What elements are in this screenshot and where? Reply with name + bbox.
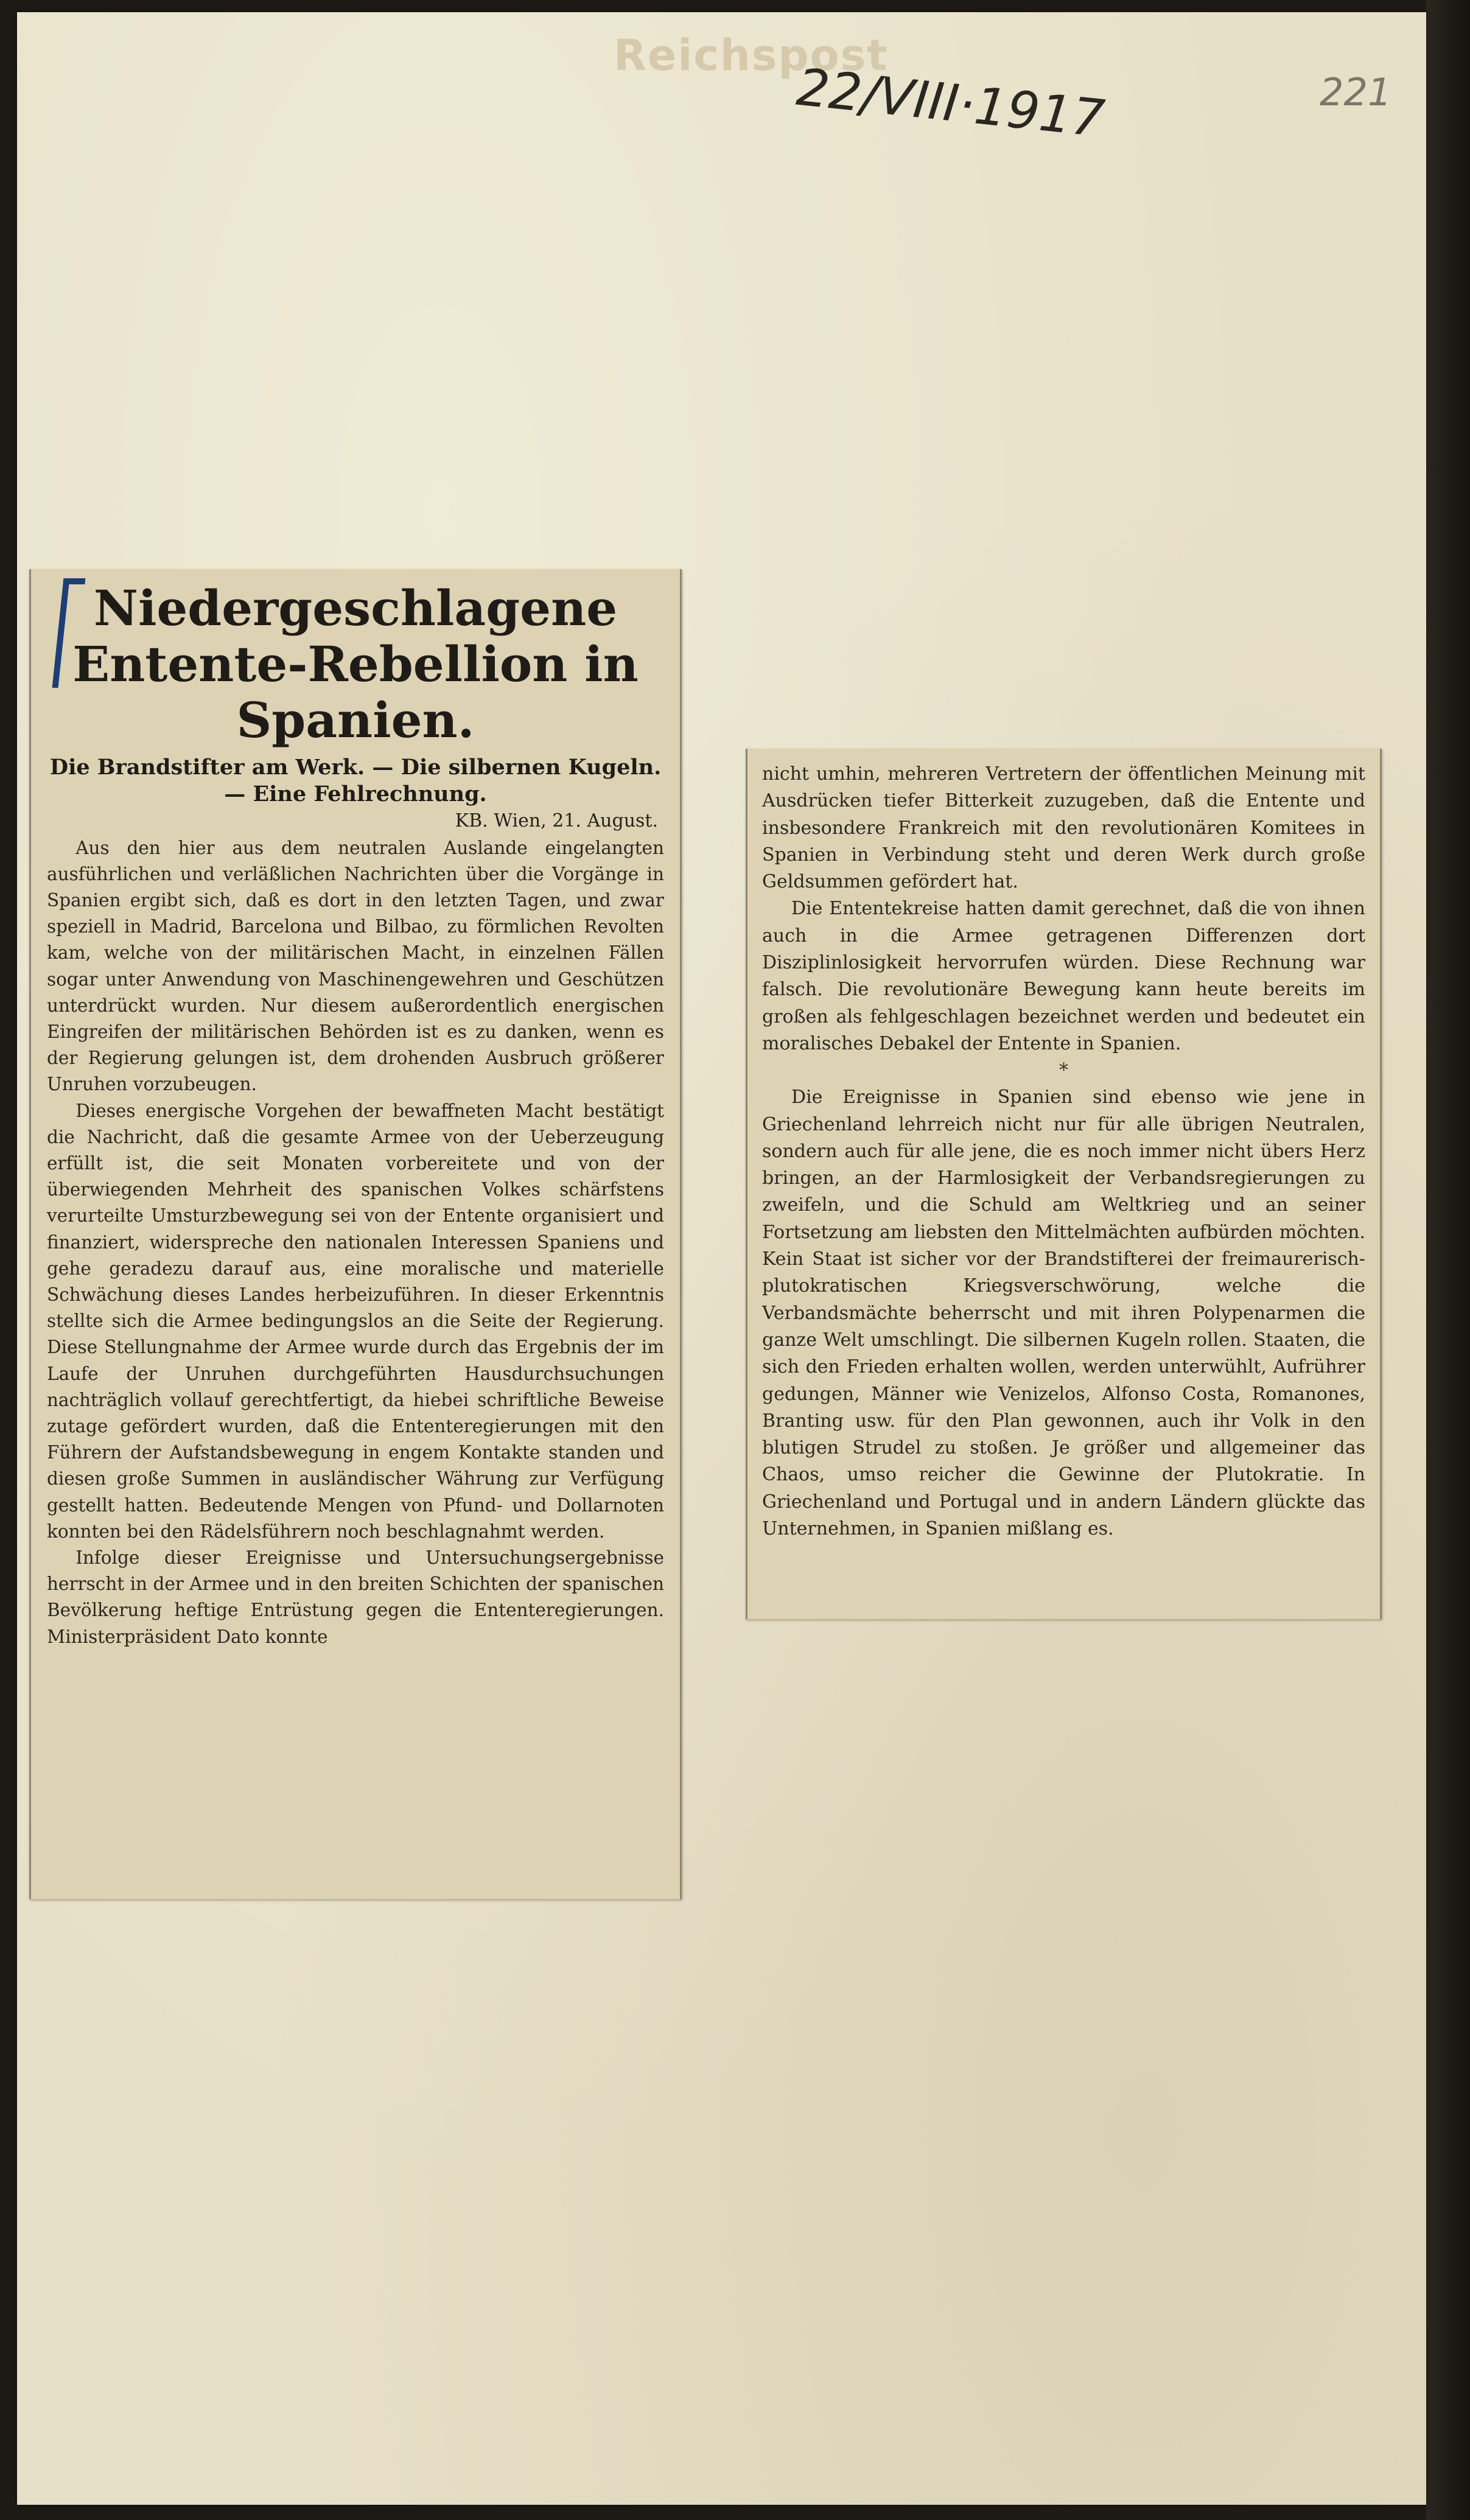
paragraph: nicht umhin, mehreren Vertretern der öffentlichen Meinung mit Ausdrücken tiefer Bitterkeit zuzugeben, daß die Entente und insbesondere Frankreich mit den revolutionären Komitees in Spanien in Verbindung steht und deren Werk durch große Geldsummen gefördert hat.	[762, 763, 1365, 893]
archive-stamp: Reichspost	[614, 30, 889, 80]
right-column-text	[762, 761, 1365, 1542]
paragraph: Die Ereignisse in Spanien sind ebenso wie jene in Griechenland lehrreich nicht nur für alle übrigen Neutralen, sondern auch für alle jene, die es noch immer nicht übers Herz bringen, an der Harmlosigkeit der Verbandsregierungen zu zweifeln, und die Schuld am Weltkrieg und an seiner Fortsetzung am liebsten den Mittelmächten aufbürden möchten. Kein Staat ist sicher vor der Brandstifterei der freimaurerisch-plutokratischen Kriegsverschwörung, welche die Verbandsmächte beherrscht und mit ihren Polypenarmen die ganze Welt umschlingt. Die silbernen Kugeln rollen. Staaten, die sich den Frieden erhalten wollen, werden unterwühlt, Aufrührer gedungen, Männer wie Venizelos, Alfonso Costa, Romanones, Branting usw. für den Plan gewonnen, auch ihr Volk in den blutigen Strudel zu stoßen. Je größer und allgemeiner das Chaos, umso reicher die Gewinne der Plutokratie. In Griechenland und Portugal und in andern Ländern glückte das Unternehmen, in Spanien mißlang es.	[762, 1087, 1365, 1540]
handwritten-date: 22/VIII·1917	[794, 57, 1108, 149]
page-number: 221	[1320, 70, 1392, 114]
article-headline	[47, 580, 664, 748]
paragraph: Die Ententekreise hatten damit gerechnet, daß die von ihnen auch in die Armee getragenen Differenzen dort Disziplinlosigkeit hervorrufen würden. Diese Rechnung war falsch. Die revolutionäre Bewegung kann heute bereits im großen als fehlgeschlagen bezeichnet werden und bedeutet ein moralisches Debakel der Entente in Spanien.	[762, 898, 1365, 1054]
article-subheadline: Die Brandstifter am Werk. — Die silbernen Kugeln. — Eine Fehlrechnung.	[49, 755, 662, 807]
section-divider: *	[1059, 1060, 1068, 1082]
scanner-background-edge	[1426, 0, 1470, 2520]
headline-line: Niedergeschlagene	[93, 579, 618, 637]
left-column-text	[47, 835, 664, 1650]
paragraph: Aus den hier aus dem neutralen Auslande eingelangten ausführlichen und verläßlichen Nachrichten über die Vorgänge in Spanien ergibt sich, daß es dort in den letzten Tagen, und zwar speziell in Madrid, Barcelona und Bilbao, zu förmlichen Revolten kam, welche von der militärischen Macht, in einzelnen Fällen sogar unter Anwendung von Maschinengewehren und Geschützen unterdrückt wurden. Nur diesem außerordentlich energischen Eingreifen der militärischen Behörden ist es zu danken, wenn es der Regierung gelungen ist, dem drohenden Ausbruch größerer Unruhen vorzubeugen.	[47, 837, 664, 1095]
clipping-right-column	[746, 749, 1382, 1619]
article-dateline: KB. Wien, 21. August.	[455, 810, 658, 831]
clipping-left-column	[29, 569, 682, 1899]
paragraph: Dieses energische Vorgehen der bewaffneten Macht bestätigt die Nachricht, daß die gesamte Armee von der Ueberzeugung erfüllt ist, die seit Monaten vorbereitete und von der überwiegenden Mehrheit des spanischen Volkes schärfstens verurteilte Umsturzbewegung sei von der Entente organisiert und finanziert, widerspreche den nationalen Interessen Spaniens und gehe geradezu darauf aus, eine moralische und materielle Schwächung dieses Landes herbeizuführen. In dieser Erkenntnis stellte sich die Armee bedingungslos an die Seite der Regierung. Diese Stellungnahme der Armee wurde durch das Ergebnis der im Laufe der Unruhen durchgeführten Hausdurchsuchungen nachträglich vollauf gerechtfertigt, da hiebei schriftliche Beweise zutage gefördert wurden, daß die Ententeregierungen mit den Führern der Aufstandsbewegung in engem Kontakte standen und diesen große Summen in ausländischer Währung zur Verfügung gestellt hatten. Bedeutende Mengen von Pfund- und Dollarnoten konnten bei den Rädelsführern noch beschlagnahmt werden.	[47, 1100, 664, 1542]
headline-line: Spanien.	[236, 691, 475, 749]
paragraph: Infolge dieser Ereignisse und Untersuchungsergebnisse herrscht in der Armee und in den breiten Schichten der spanischen Bevölkerung heftige Entrüstung gegen die Ententeregierungen. Ministerpräsident Dato konnte	[47, 1547, 664, 1647]
headline-line: Entente-Rebellion in	[72, 635, 639, 693]
